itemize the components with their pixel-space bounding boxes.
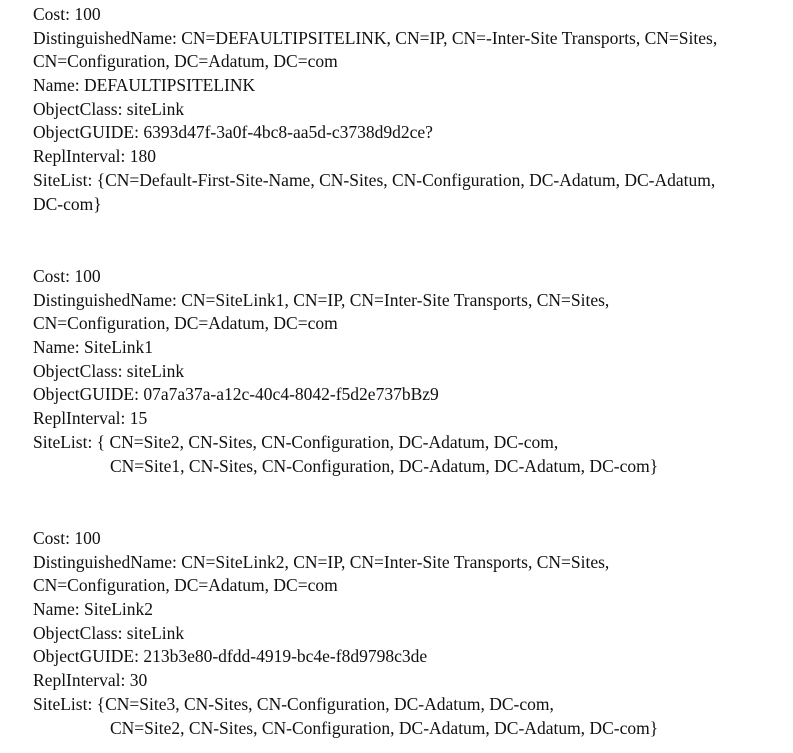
name-line: Name: SiteLink2	[33, 599, 154, 620]
cost-line: Cost: 100	[33, 528, 101, 548]
object-class-line: ObjectClass: siteLink	[33, 360, 185, 381]
object-guid-line: ObjectGUIDE: 6393d47f-3a0f-4bc8-aa5d-c3738d9d2ce?	[33, 122, 433, 143]
name-line: Name: DEFAULTIPSITELINK	[33, 75, 256, 96]
distinguished-name-continuation: CN=Configuration, DC=Adatum, DC=com	[33, 575, 338, 596]
sitelink-record	[33, 527, 793, 740]
object-guid-line: ObjectGUIDE: 213b3e80-dfdd-4919-bc4e-f8d9798c3de	[33, 646, 428, 667]
site-list-line: SiteList: {CN=Default-First-Site-Name, CN-Sites, CN-Configuration, DC-Adatum, DC-Adatum,	[33, 169, 716, 190]
cost-line: Cost: 100	[33, 4, 101, 24]
object-class-line: ObjectClass: siteLink	[33, 98, 185, 119]
distinguished-name-line: DistinguishedName: CN=SiteLink2, CN=IP, CN=Inter-Site Transports, CN=Sites,	[33, 551, 610, 572]
object-class-line: ObjectClass: siteLink	[33, 622, 185, 643]
site-list-continuation: DC-com}	[33, 193, 102, 214]
name-line: Name: SiteLink1	[33, 337, 154, 358]
site-list-line: SiteList: { CN=Site2, CN-Sites, CN-Configuration, DC-Adatum, DC-com,	[33, 431, 559, 452]
site-list-continuation: CN=Site1, CN-Sites, CN-Configuration, DC-Adatum, DC-Adatum, DC-com}	[110, 455, 659, 476]
repl-interval-line: ReplInterval: 15	[33, 408, 148, 429]
sitelink-record	[33, 3, 793, 216]
object-guid-line: ObjectGUIDE: 07a7a37a-a12c-40c4-8042-f5d2e737bBz9	[33, 384, 439, 405]
cost-line: Cost: 100	[33, 266, 101, 286]
sitelink-record	[33, 265, 793, 478]
repl-interval-line: ReplInterval: 180	[33, 146, 156, 167]
distinguished-name-continuation: CN=Configuration, DC=Adatum, DC=com	[33, 313, 338, 334]
distinguished-name-line: DistinguishedName: CN=SiteLink1, CN=IP, CN=Inter-Site Transports, CN=Sites,	[33, 289, 610, 310]
repl-interval-line: ReplInterval: 30	[33, 670, 148, 691]
site-list-line: SiteList: {CN=Site3, CN-Sites, CN-Configuration, DC-Adatum, DC-com,	[33, 693, 554, 714]
site-list-continuation: CN=Site2, CN-Sites, CN-Configuration, DC-Adatum, DC-Adatum, DC-com}	[110, 717, 659, 738]
distinguished-name-line: DistinguishedName: CN=DEFAULTIPSITELINK, CN=IP, CN=-Inter-Site Transports, CN=Sites,	[33, 27, 718, 48]
distinguished-name-continuation: CN=Configuration, DC=Adatum, DC=com	[33, 51, 338, 72]
